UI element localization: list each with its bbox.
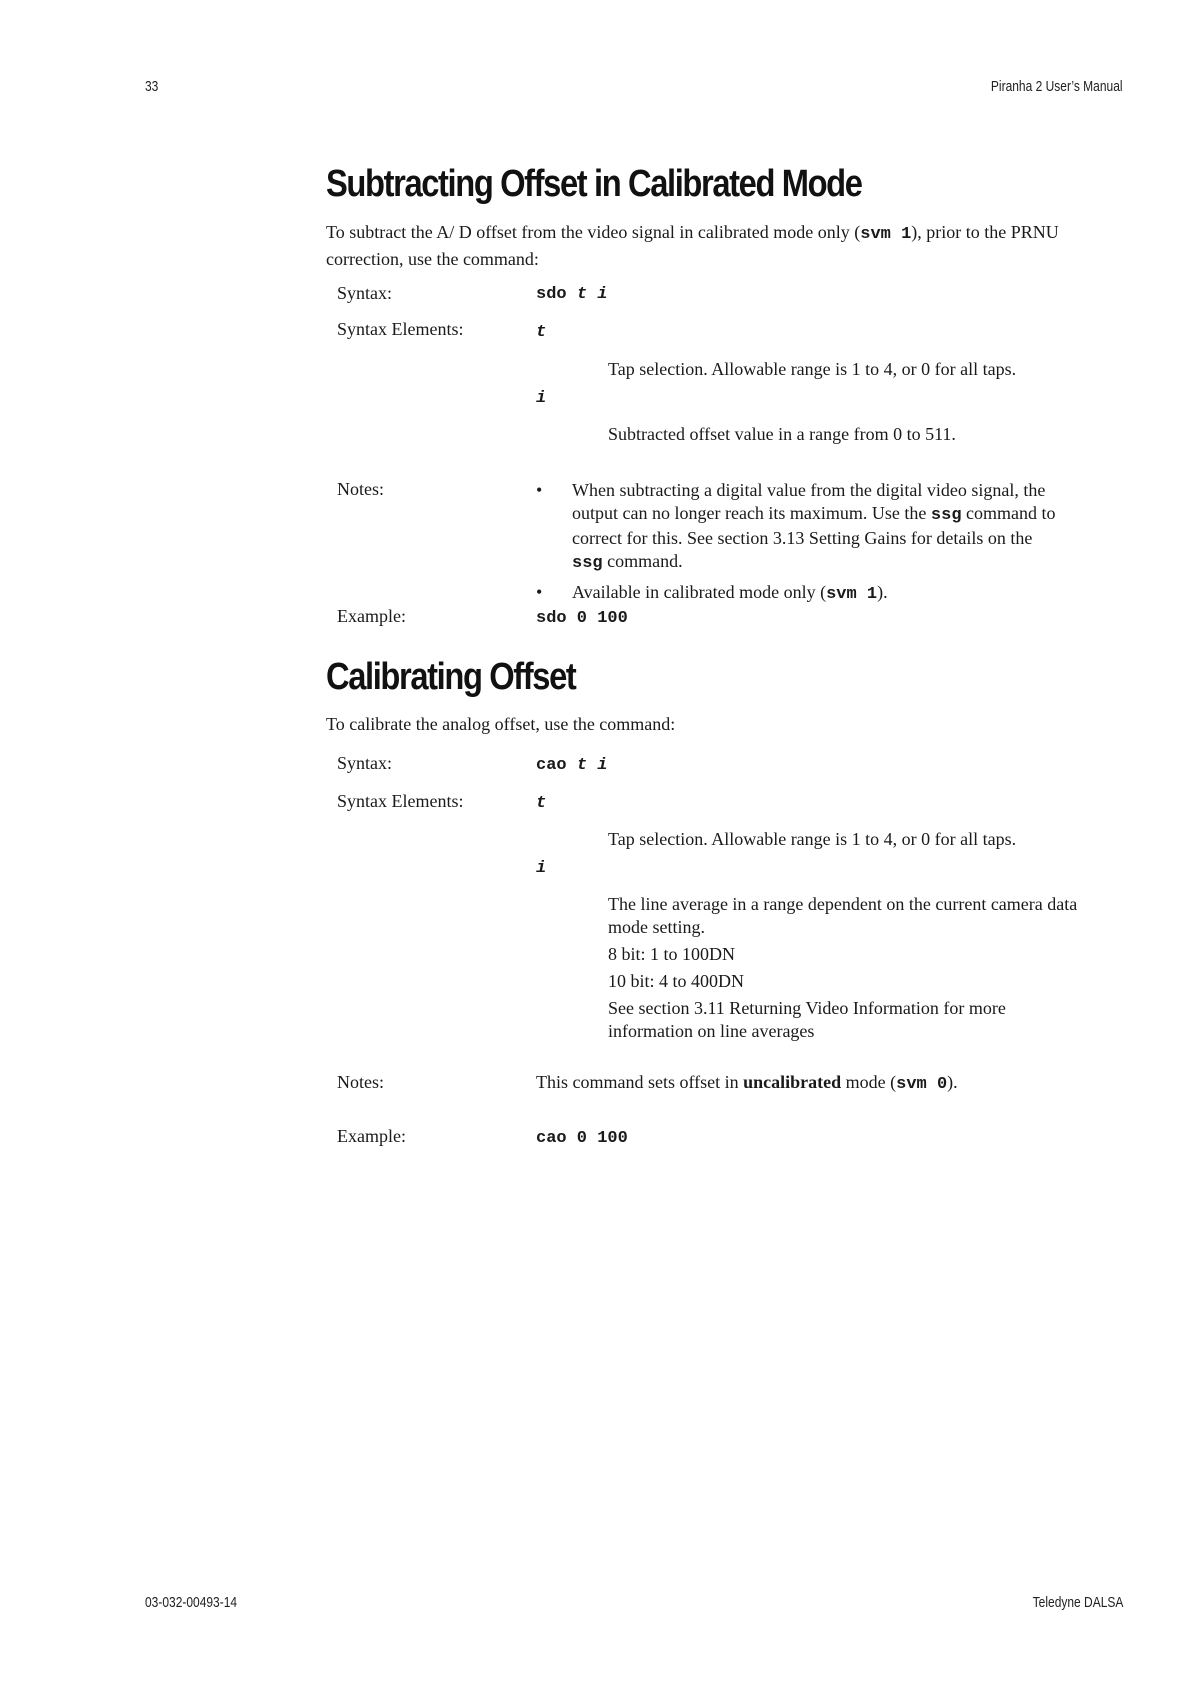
section-title-subtracting-offset: Subtracting Offset in Calibrated Mode xyxy=(326,163,862,205)
i-desc-range-10bit: 10 bit: 4 to 400DN xyxy=(608,971,745,991)
notes-list xyxy=(536,479,1056,612)
page-number: 33 xyxy=(145,78,159,95)
list-item: • Available in calibrated mode only (svm 1). xyxy=(536,582,888,604)
syntax-element-i: i xyxy=(536,389,547,408)
i-desc-see-section: See section 3.11 Returning Video Information for more information on line averages xyxy=(608,998,1006,1041)
syntax-label: Syntax: xyxy=(337,753,393,773)
syntax-element-t: t xyxy=(536,323,547,342)
i-desc-text: The line average in a range dependent on the current camera data mode setting. xyxy=(608,894,1078,937)
syntax-element-t: t xyxy=(536,794,547,813)
company-name: Teledyne DALSA xyxy=(1032,1594,1123,1611)
syntax-command: sdo t i xyxy=(536,285,608,304)
syntax-element-t-desc: Tap selection. Allowable range is 1 to 4, or 0 for all taps. xyxy=(608,359,1017,379)
syntax-elements-label: Syntax Elements: xyxy=(337,791,464,811)
manual-title: Piranha 2 User’s Manual xyxy=(991,78,1123,95)
inline-command: svm 1 xyxy=(860,225,912,244)
example-command: cao 0 100 xyxy=(536,1129,628,1148)
syntax-element-i: i xyxy=(536,859,547,878)
doc-number: 03-032-00493-14 xyxy=(145,1594,238,1611)
example-label: Example: xyxy=(337,1126,406,1146)
example-label: Example: xyxy=(337,606,406,626)
syntax-command: cao t i xyxy=(536,756,608,775)
syntax-elements-label: Syntax Elements: xyxy=(337,319,464,339)
syntax-element-t-desc: Tap selection. Allowable range is 1 to 4, or 0 for all taps. xyxy=(608,829,1017,849)
syntax-element-i-desc xyxy=(608,893,1078,1047)
i-desc-range-8bit: 8 bit: 1 to 100DN xyxy=(608,944,736,964)
notes-label: Notes: xyxy=(337,479,384,499)
section1-intro: To subtract the A/ D offset from the video signal in calibrated mode only (svm 1), prior to the PRNU correction, use the command: xyxy=(326,222,1059,269)
example-command: sdo 0 100 xyxy=(536,609,628,628)
syntax-label: Syntax: xyxy=(337,283,393,303)
section-title-calibrating-offset: Calibrating Offset xyxy=(326,656,576,698)
list-item: • When subtracting a digital value from the digital video signal, the output can no longer reach its maximum. Use the ssg command to correct for this. See section 3.13 Setting Gains for details on the ssg command. xyxy=(536,480,1056,573)
notes-text: This command sets offset in uncalibrated mode (svm 0). xyxy=(536,1072,958,1094)
section2-intro: To calibrate the analog offset, use the command: xyxy=(326,714,676,734)
syntax-element-i-desc: Subtracted offset value in a range from 0 to 511. xyxy=(608,424,956,444)
notes-label: Notes: xyxy=(337,1072,384,1092)
